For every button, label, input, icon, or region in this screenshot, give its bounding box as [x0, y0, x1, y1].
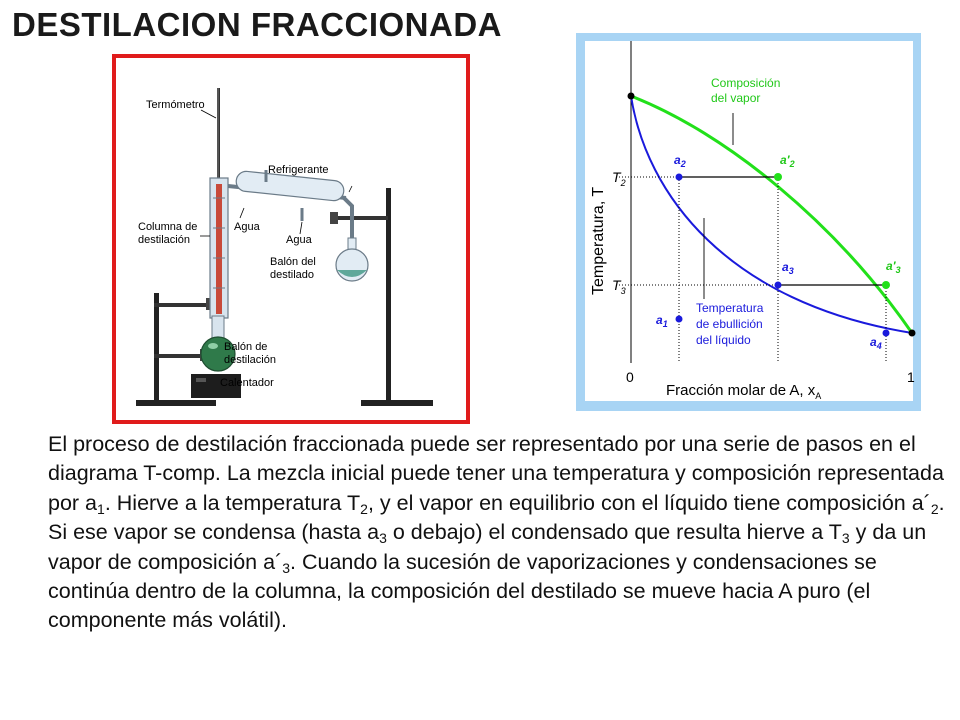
- label-balon-destilado-2: destilado: [270, 269, 315, 281]
- apparatus-illustration: [112, 54, 470, 424]
- point-a1: [676, 316, 683, 323]
- y-axis-label: Temperatura, T: [590, 186, 607, 295]
- vapor-label-line-2: del vapor: [711, 91, 761, 105]
- label-columna-2: destilación: [138, 234, 190, 246]
- x-tick-0: 0: [626, 369, 634, 385]
- receiving-flask: [336, 238, 368, 281]
- label-a1: $a_1$: [656, 313, 668, 329]
- liquid-label-line-1: Temperatura: [696, 301, 764, 315]
- label-a3-prime: $a'_3$: [886, 259, 901, 275]
- vapor-label-line-1: Composición: [711, 76, 781, 90]
- point-a3-prime: [882, 281, 890, 289]
- point-a3: [775, 282, 782, 289]
- liquid-label-line-3: del líquido: [696, 333, 751, 347]
- x-axis-label: Fracción molar de A, $x_A$: [666, 382, 822, 401]
- label-a2: $a_2$: [674, 153, 686, 169]
- label-refrigerante: Refrigerante: [268, 164, 329, 176]
- label-columna-1: Columna de: [138, 221, 198, 233]
- label-a2-prime: $a'_2$: [780, 153, 795, 169]
- phase-diagram: [576, 33, 921, 411]
- point-a4: [883, 330, 890, 337]
- point-pure-a: [909, 330, 916, 337]
- label-a4: $a_4$: [870, 335, 882, 351]
- point-a2: [676, 174, 683, 181]
- label-a3: $a_3$: [782, 260, 794, 276]
- point-pure-b: [628, 93, 635, 100]
- right-stand: [330, 188, 433, 406]
- label-termometro: Termómetro: [146, 99, 205, 111]
- x-tick-1: 1: [907, 369, 915, 385]
- t3-label: $T_3$: [612, 277, 626, 296]
- point-a2-prime: [774, 173, 782, 181]
- label-agua-1: Agua: [234, 221, 260, 233]
- page-title: DESTILACION FRACCIONADA: [12, 6, 502, 43]
- phase-diagram-drawing: [576, 33, 921, 411]
- t2-label: $T_2$: [612, 169, 626, 188]
- fractionating-column: [210, 178, 228, 318]
- label-balon-destilacion-2: destilación: [224, 354, 276, 366]
- liquid-label-line-2: de ebullición: [696, 317, 763, 331]
- label-balon-destilacion-1: Balón de: [224, 341, 268, 353]
- label-agua-2: Agua: [286, 234, 312, 246]
- explanation-paragraph: El proceso de destilación fraccionada puede ser representado por una serie de pasos en el diagrama T-comp. La mezcla inicial puede tener una temperatura y composición representada por $a_1$. Hierve a la temperatura $T_2$, y el vapor en equilibrio con el líquido tiene composición $a´_2$. Si ese vapor se condensa (hasta $a_3$ o debajo) el condensado que resulta hierve a $T_3$ y da un vapor de composición $a´_3$. Cuando la sucesión de vaporizaciones y condensaciones se continúa dentro de la columna, la composición del destilado se mueve hacia A puro (el componente más volátil).: [48, 432, 945, 633]
- apparatus-drawing: [116, 58, 466, 420]
- label-balon-destilado-1: Balón del: [270, 256, 316, 268]
- label-calentador: Calentador: [220, 377, 274, 389]
